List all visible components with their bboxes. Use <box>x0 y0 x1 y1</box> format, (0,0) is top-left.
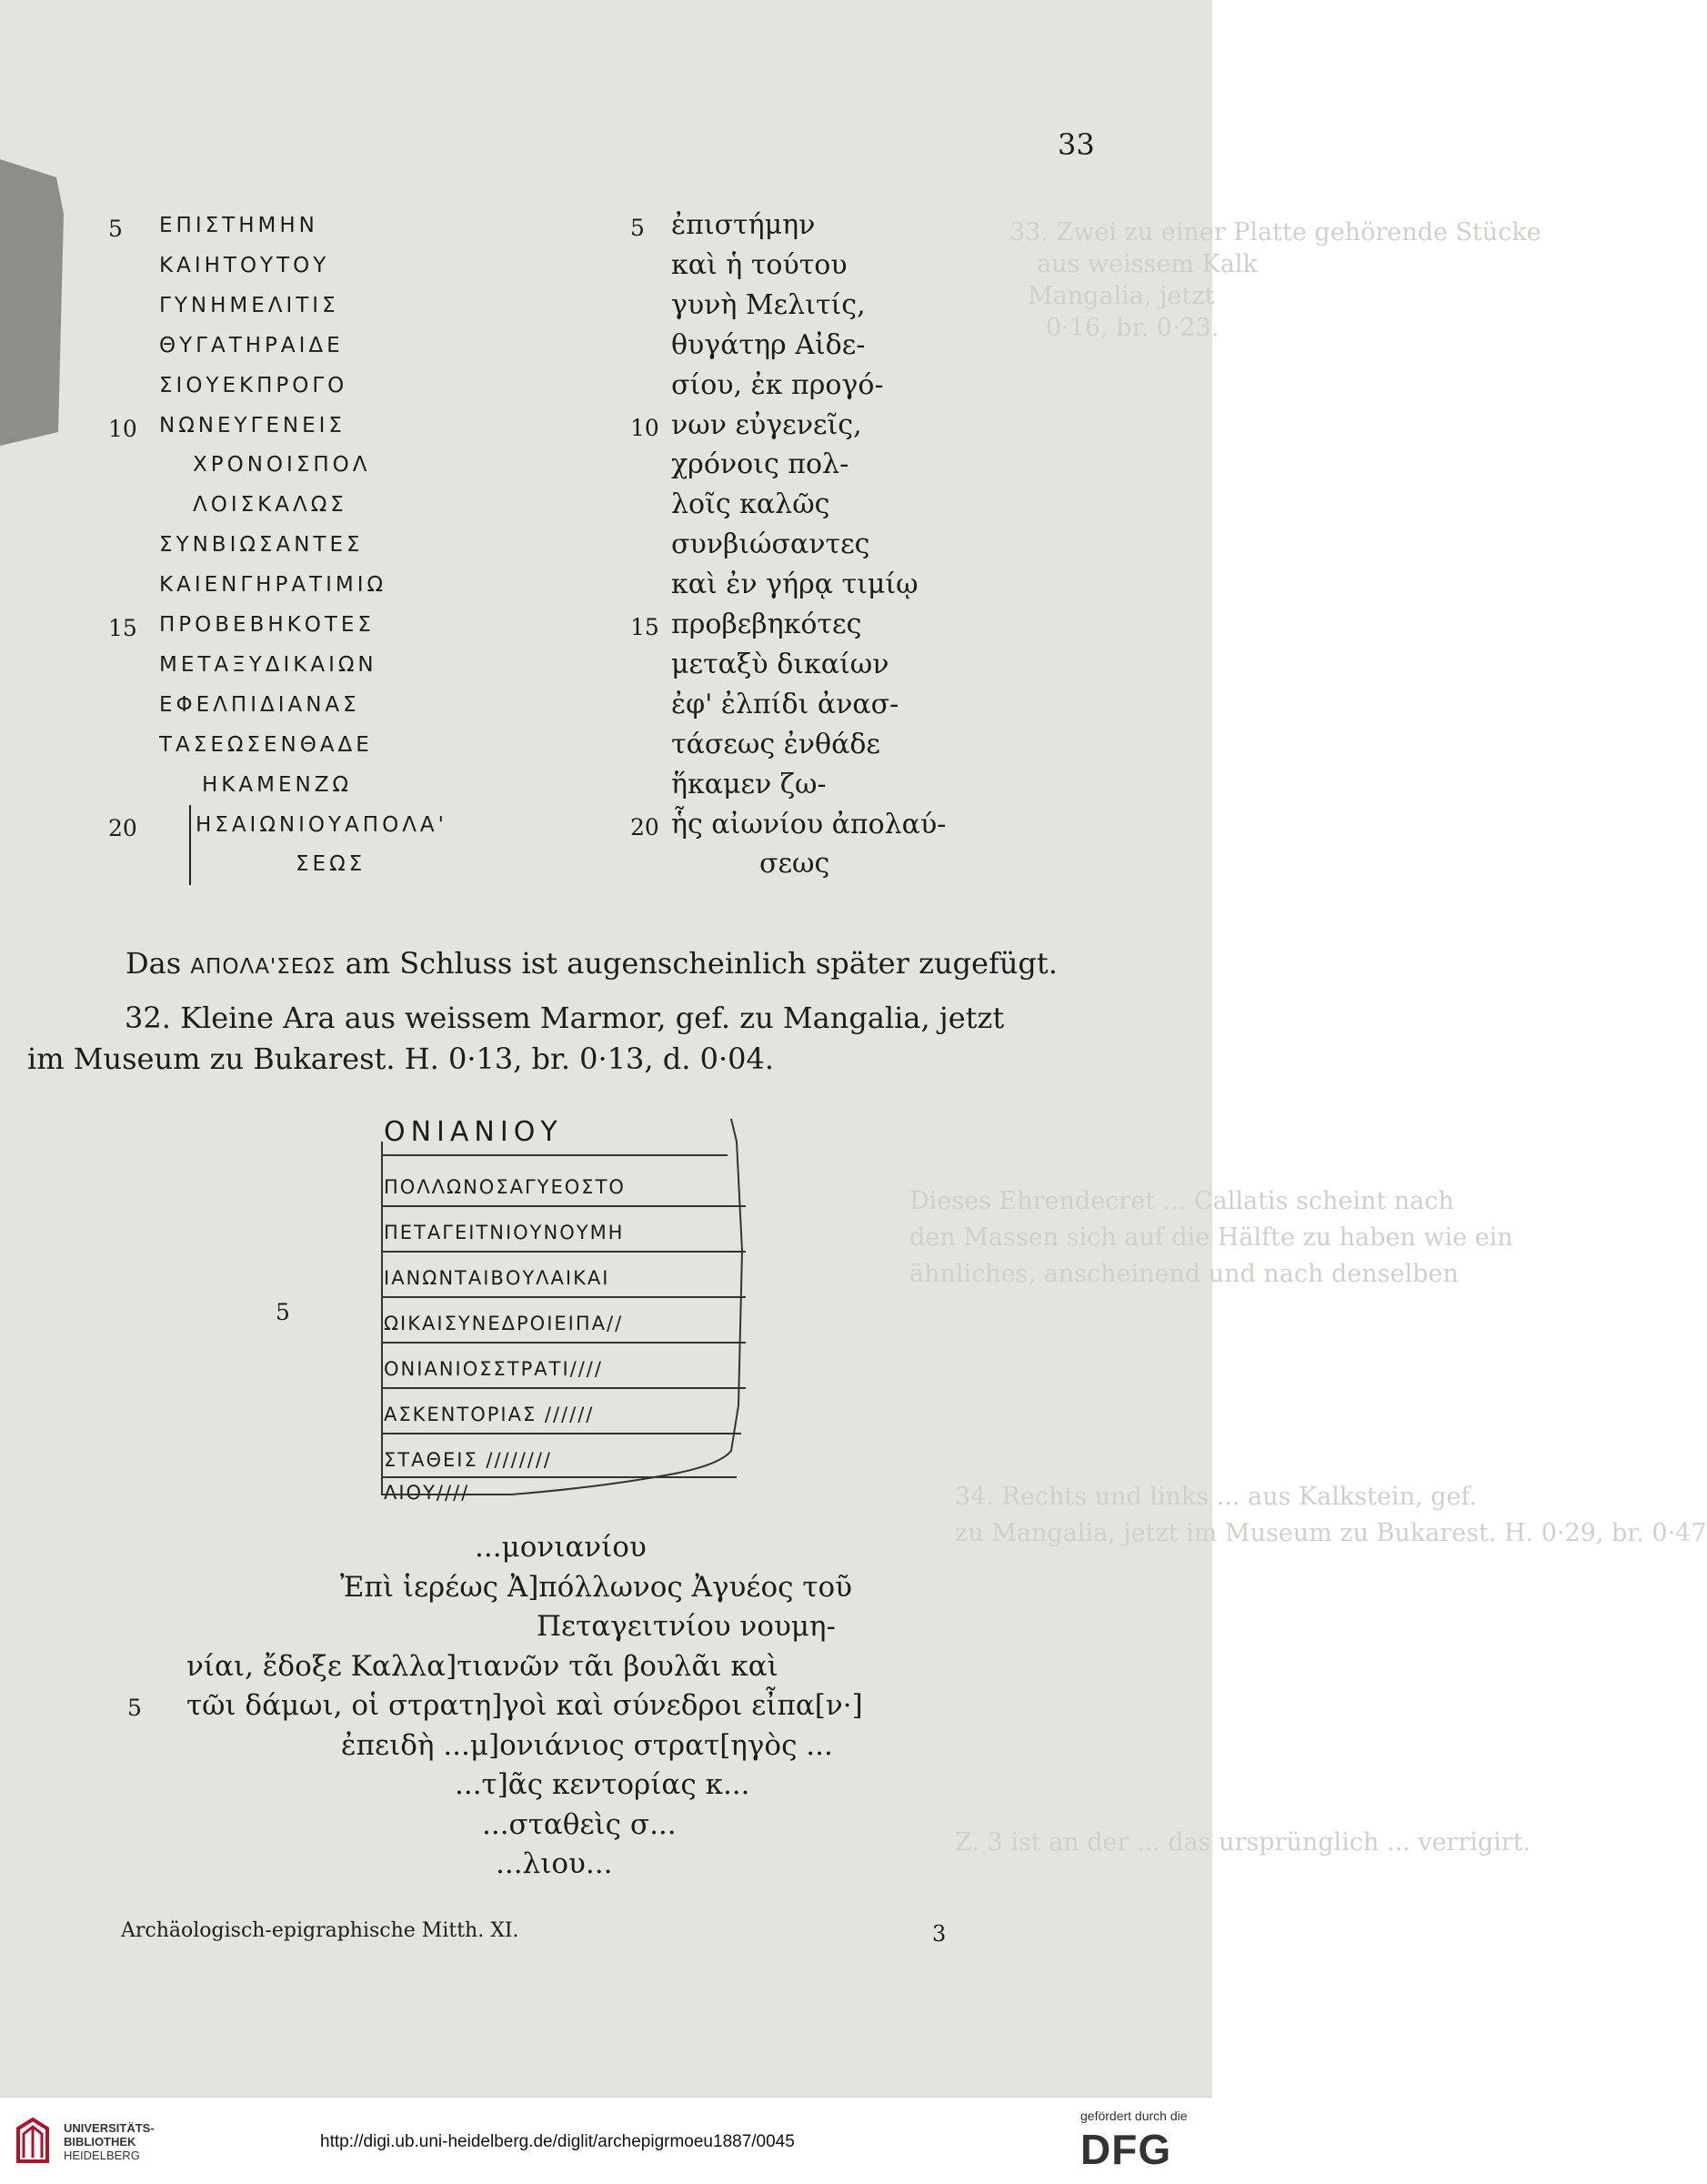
majuscule-line: ΣΥΝΒΙΩΣΑΝΤΕΣ <box>159 533 364 558</box>
line-bracket <box>189 805 191 885</box>
stone-line: ΙΑΝΩΝΤΑΙΒΟΥΛΑΙΚΑΙ <box>384 1267 610 1289</box>
line-number: 10 <box>630 414 659 441</box>
majuscule-line: ΛΟΙΣΚΑΛΩΣ <box>193 493 347 518</box>
note-prefix: Das <box>126 946 182 981</box>
transcription-line: Πεταγειτνίου νουμη- <box>537 1610 836 1643</box>
minuscule-line: σίου, ἐκ προγό- <box>671 368 884 401</box>
stone-line-number: 5 <box>276 1299 290 1325</box>
transcription-line: τῶι δάμωι, οἱ στρατη]γοὶ καὶ σύνεδροι εἶπα[ν·] <box>186 1689 863 1722</box>
minuscule-line: χρόνοις πολ- <box>671 448 849 481</box>
stone-line: ΟΝΙΑΝΙΟΥ <box>384 1116 563 1148</box>
line-number: 5 <box>127 1695 142 1721</box>
majuscule-line: ΚΑΙΕΝΓΗΡΑΤΙΜΙΩ <box>159 573 387 598</box>
line-number: 20 <box>108 814 137 841</box>
minuscule-line: νων εὐγενεῖς, <box>671 408 862 441</box>
stone-line: ΣΤΑΘΕΙΣ //////// <box>384 1449 552 1471</box>
library-name <box>64 2121 155 2162</box>
note-paragraph <box>126 946 1058 981</box>
minuscule-line: σεως <box>759 848 830 881</box>
signature-mark: 3 <box>932 1921 947 1947</box>
majuscule-line: ΠΡΟΒΕΒΗΚΟΤΕΣ <box>159 613 375 637</box>
journal-footer: Archäologisch-epigraphische Mitth. XI. <box>121 1919 519 1942</box>
majuscule-line: ΧΡΟΝΟΙΣΠΟΛ <box>193 453 371 478</box>
minuscule-line: συνβιώσαντες <box>671 528 870 561</box>
note-inscribed: ΑΠΟΛΑ'ΣΕΩΣ <box>190 955 336 979</box>
majuscule-line: ΚΑΙΗΤΟΥΤΟΥ <box>159 253 330 277</box>
page-number: 33 <box>1058 127 1095 162</box>
stone-outline <box>375 1114 751 1496</box>
minuscule-line: καὶ ἡ τούτου <box>671 248 848 281</box>
majuscule-line: ΗΣΑΙΩΝΙΟΥΑΠΟΛΑ' <box>196 812 447 837</box>
library-line-1: UNIVERSITÄTS- <box>64 2121 155 2135</box>
transcription-line: ...μονιανίου <box>475 1531 647 1564</box>
permalink[interactable]: http://digi.ub.uni-heidelberg.de/diglit/archepigrmoeu1887/0045 <box>320 2132 795 2151</box>
minuscule-line: θυγάτηρ Αἰδε- <box>671 328 866 361</box>
transcription-line: ...λιου... <box>496 1847 613 1880</box>
line-number: 15 <box>108 615 137 641</box>
stone-line: ΟΝΙΑΝΙΟΣΣΤΡΑΤΙ//// <box>384 1358 603 1380</box>
line-number: 20 <box>630 813 659 840</box>
library-line-3: HEIDELBERG <box>64 2149 140 2162</box>
digitization-footer <box>0 2097 1212 2184</box>
minuscule-line: γυνὴ Μελιτίς, <box>671 288 866 321</box>
line-number: 5 <box>108 216 123 242</box>
minuscule-line: λοῖς καλῶς <box>671 488 830 521</box>
library-logo-icon <box>15 2118 51 2165</box>
note-suffix: am Schluss ist augenscheinlich später zugefügt. <box>345 946 1058 981</box>
majuscule-line: ΕΠΙΣΤΗΜΗΝ <box>159 214 318 237</box>
funded-by: gefördert durch die <box>1080 2109 1188 2123</box>
entry-32-line-2: im Museum zu Bukarest. H. 0·13, br. 0·13, d. 0·04. <box>27 1042 774 1076</box>
entry-32-line-1: 32. Kleine Ara aus weissem Marmor, gef. zu Mangalia, jetzt <box>125 1001 1005 1035</box>
minuscule-line: προβεβηκότες <box>671 609 862 640</box>
majuscule-line: ΕΦΕΛΠΙΔΙΑΝΑΣ <box>159 692 360 717</box>
majuscule-line: ΜΕΤΑΞΥΔΙΚΑΙΩΝ <box>159 652 377 677</box>
stone-line: ΠΟΛΛΩΝΟΣΑΓΥΕΟΣΤΟ <box>384 1176 626 1198</box>
scanned-page: 33. Zwei zu einer Platte gehörende Stücke aus weissem Kalk Mangalia, jetzt 0·16, br. 0·23. Dieses Ehrendecret ... Callatis scheint nach den Massen sich auf die Hälfte zu haben wie ein ähnliches, anscheinend und nach denselben 34. Rechts und links ... aus Kalkstein, gef. zu Mangalia, jetzt im Museum zu Bukarest. H. 0·29, br. 0·47 Z. 3 ist an der ... das ursprünglich ... verrigirt. 33 Das ΑΠΟΛΑ'ΣΕΩΣ am Schluss ist augenscheinlich später zugefügt. 32. Kleine Ara aus weissem Marmor, gef. zu Mangalia, jetzt im Museum zu Bukarest. H. 0·13, br. 0·13, d. 0·04. ΟΝΙΑΝΙΟΥ ΠΟΛΛΩΝΟΣΑΓΥΕΟΣΤΟ ΠΕΤΑΓΕΙΤΝΙΟΥΝΟΥΜΗ ΙΑΝΩΝΤΑΙΒΟΥΛΑΙΚΑΙ ΩΙΚΑΙΣΥΝΕΔΡΟΙΕΙΠΑ// ΟΝΙΑΝΙΟΣΣΤΡΑΤΙ//// ΑΣΚΕΝΤΟΡΙΑΣ ////// ΣΤΑΘΕΙΣ //////// ΛΙΟΥ//// 5 Archäologisch-epigraphische Mitth. XI. 3 5 ΕΠΙΣΤΗΜΗΝ ΚΑΙΗΤΟΥΤΟΥ ΓΥΝΗΜΕΛΙΤΙΣ ΘΥΓΑΤΗΡΑΙΔΕ ΣΙΟΥΕΚΠΡΟΓΟ 10 ΝΩΝΕΥΓΕΝΕΙΣ ΧΡΟΝΟΙΣΠΟΛ ΛΟΙΣΚΑΛΩΣ ΣΥΝΒΙΩΣΑΝΤΕΣ ΚΑΙΕΝΓΗΡΑΤΙΜΙΩ 15 ΠΡΟΒΕΒΗΚΟΤΕΣ ΜΕΤΑΞΥΔΙΚΑΙΩΝ ΕΦΕΛΠΙΔΙΑΝΑΣ ΤΑΣΕΩΣΕΝΘΑΔΕ ΗΚΑΜΕΝΖΩ 20 ΗΣΑΙΩΝΙΟΥΑΠΟΛΑ' ΣΕΩΣ 5 ἐπιστήμην καὶ ἡ τούτου γυνὴ Μελιτίς, θυγάτηρ Αἰδε- σίου, ἐκ προγό- 10 νων εὐγενεῖς, χρόνοις πολ- λοῖς καλῶς συνβιώσαντες καὶ ἐν γήρᾳ τιμίῳ 15 προβεβηκότες μεταξὺ δικαίων ἐφ' ἐλπίδι ἀνασ- τάσεως ἐνθάδε ἥκαμεν ζω- 20 ἧς αἰωνίου ἀπολαύ- σεως ...μονιανίου Ἐπὶ ἱερέως Ἀ]πόλλωνος Ἀγυέος τοῦ Πεταγειτνίου νουμη- νίαι, ἔδοξε Καλλα]τιανῶν τᾶι βουλᾶι καὶ 5 τῶι δάμωι, οἱ στρατη]γοὶ καὶ σύνεδροι εἶπα[ν·] ἐπειδὴ ...μ]ονιάνιος στρατ[ηγὸς ... ...τ]ᾶς κεντορίας κ... ...σταθεὶς σ... ...λιου... <box>0 0 1212 2097</box>
page-tab-marker <box>0 159 64 446</box>
minuscule-line: ἧς αἰωνίου ἀπολαύ- <box>671 808 947 840</box>
dfg-logo: DFG <box>1080 2126 1172 2173</box>
transcription-line: ...σταθεὶς σ... <box>482 1807 677 1841</box>
stone-line: ΑΣΚΕΝΤΟΡΙΑΣ ////// <box>384 1404 595 1425</box>
majuscule-line: ΓΥΝΗΜΕΛΙΤΙΣ <box>159 293 339 317</box>
stone-line: ΩΙΚΑΙΣΥΝΕΔΡΟΙΕΙΠΑ// <box>384 1313 624 1334</box>
transcription-line: Ἐπὶ ἱερέως Ἀ]πόλλωνος Ἀγυέος τοῦ <box>340 1570 852 1604</box>
line-number: 5 <box>630 215 645 241</box>
library-line-2: BIBLIOTHEK <box>64 2135 136 2149</box>
transcription-line: νίαι, ἔδοξε Καλλα]τιανῶν τᾶι βουλᾶι καὶ <box>186 1649 778 1683</box>
majuscule-line: ΣΙΟΥΕΚΠΡΟΓΟ <box>159 373 348 398</box>
minuscule-line: ἐφ' ἐλπίδι ἀνασ- <box>671 688 899 720</box>
minuscule-line: τάσεως ἐνθάδε <box>671 728 880 760</box>
majuscule-line: ΘΥΓΑΤΗΡΑΙΔΕ <box>159 333 344 357</box>
majuscule-line: ΝΩΝΕΥΓΕΝΕΙΣ <box>159 413 346 438</box>
line-number: 10 <box>108 415 137 442</box>
majuscule-line: ΤΑΣΕΩΣΕΝΘΑΔΕ <box>159 732 373 757</box>
minuscule-line: μεταξὺ δικαίων <box>671 648 889 680</box>
minuscule-line: ἐπιστήμην <box>671 209 816 241</box>
line-number: 15 <box>630 614 659 640</box>
transcription-line: ...τ]ᾶς κεντορίας κ... <box>455 1768 750 1801</box>
minuscule-line: καὶ ἐν γήρᾳ τιμίῳ <box>671 569 919 601</box>
minuscule-line: ἥκαμεν ζω- <box>671 768 827 800</box>
stone-line: ΠΕΤΑΓΕΙΤΝΙΟΥΝΟΥΜΗ <box>384 1222 625 1243</box>
majuscule-line: ΗΚΑΜΕΝΖΩ <box>202 772 353 797</box>
stone-line: ΛΙΟΥ//// <box>384 1482 470 1504</box>
transcription-line: ἐπειδὴ ...μ]ονιάνιος στρατ[ηγὸς ... <box>341 1728 833 1762</box>
stone-drawing <box>375 1114 751 1504</box>
majuscule-line: ΣΕΩΣ <box>296 852 367 877</box>
